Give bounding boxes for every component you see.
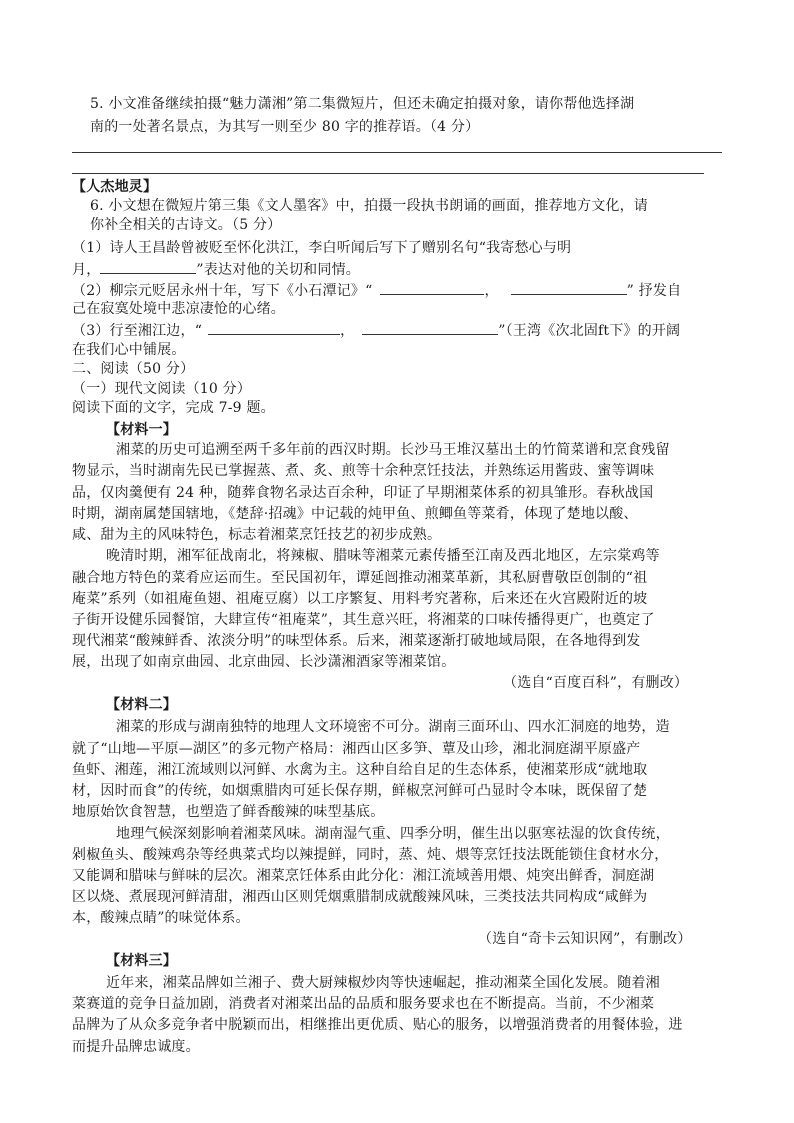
q6-line2: 你补全相关的古诗文。（5 分） [90,217,282,233]
material-2-title: 【材料二】 [106,697,177,713]
material-2-line: 地理气候深刻影响着湘菜风味。湖南湿气重、四季分明，催生出以驱寒祛湿的饮食传统， [116,826,670,842]
fill-blank-3[interactable] [511,280,627,295]
fill-blank-2[interactable] [380,280,484,295]
answer-line-1[interactable] [72,152,722,153]
answer-line-2[interactable] [72,173,704,174]
material-1-line: 现代湘菜“酸辣鲜香、浓淡分明”的味型体系。后来，湘菜逐渐打破地域局限，在各地得到发 [72,633,641,649]
material-1-line: 晚清时期，湘军征战南北，将辣椒、腊味等湘菜元素传播至江南及西北地区，左宗棠鸡等 [106,548,660,564]
q5-line2: 南的一处著名景点，为其写一则至少 80 字的推荐语。（4 分） [90,119,480,135]
material-1-line: 庵菜”系列（如祖庵鱼翅、祖庵豆腐）以工序繁复、用料考究著称，后来还在火宫殿附近的坡 [72,591,648,607]
material-3-title: 【材料三】 [106,953,177,969]
material-2-line: 地原始饮食智慧，也塑造了鲜香酸辣的味型基底。 [72,804,385,820]
q6-item3-line1 [72,320,680,341]
q6-item3-pre: （3）行至湘江边，“ [72,323,203,339]
q6-item2-pre: （2）柳宗元贬居永州十年，写下《小石潭记》“ [72,283,373,299]
material-2-line: 又能调和腊味与鲜味的层次。湘菜烹饪体系由此分化：湘江流域善用煨、炖突出鲜香，洞庭湖 [72,868,655,884]
material-2-line: 材，因时而食”的传统，如烟熏腊肉可延长保存期，鲜椒烹河鲜可凸显时令本味，既保留了楚 [72,783,648,799]
material-2-source: （选自“奇卡云知识网”，有删改） [478,931,692,947]
material-1-line: 展，出现了如南京曲园、北京曲园、长沙潇湘酒家等湘菜馆。 [72,654,456,670]
q6-item2-post: ” 抒发自 [626,283,682,299]
fill-blank-4[interactable] [208,320,340,335]
material-2-line: 本，酸辣点睛”的味觉体系。 [72,910,250,926]
q6-item3-post: ”（王湾《次北固ft下》的开阔 [498,323,681,339]
material-3-line: 品牌为了从众多竞争者中脱颖而出，相继推出更优质、贴心的服务，以增强消费者的用餐体验，进 [72,1017,683,1033]
material-1-line: 物显示，当时湖南先民已掌握蒸、煮、炙、煎等十余种烹饪技法，并熟练运用酱豉、蜜等调味 [72,463,655,479]
q6-item1-post: ”表达对他的关切和同情。 [196,262,360,278]
material-3-line: 而提升品牌忠诚度。 [72,1039,200,1055]
material-1-title: 【材料一】 [106,422,177,438]
material-2-line: 鱼虾、湘莲，湘江流域则以河鲜、水禽为主。这种自给自足的生态体系，使湘菜形成“就地取 [72,762,648,778]
material-1-line: 品，仅肉羹便有 24 种，随葬食物名录达百余种，印证了早期湘菜体系的初具雏形。春秋战国 [72,485,654,501]
q6-item3-line2: 在我们心中铺展。 [72,342,186,358]
section-renjie-dilin: 【人杰地灵】 [72,179,158,195]
material-2-line: 就了“山地—平原—湖区”的多元物产格局：湘西山区多笋、蕈及山珍，湘北洞庭湖平原盛产 [72,741,641,757]
q6-item3-mid: ， [340,323,355,339]
material-1-source: （选自“百度百科”，有删改） [503,675,689,691]
material-1-line: 湘菜的历史可追溯至两千多年前的西汉时期。长沙马王堆汉墓出土的竹简菜谱和烹食残留 [116,442,670,458]
subsection-1-title: （一）现代文阅读（10 分） [72,381,252,397]
q6-item2-line1 [72,280,681,301]
q6-item1-pre: 月， [72,262,101,278]
reading-instruction: 阅读下面的文字，完成 7-9 题。 [72,400,275,416]
material-1-line: 咸、甜为主的风味特色，标志着湘菜烹饪技艺的初步成熟。 [72,527,442,543]
q6-item1-line1: （1）诗人王昌龄曾被贬至怀化洪江，李白听闻后写下了赠别名句“我寄愁心与明 [72,240,572,256]
q5-line1: 5. 小文准备继续拍摄“魅力潇湘”第二集微短片，但还未确定拍摄对象，请你帮他选择湖 [90,96,635,112]
q6-item2-mid: ， [484,283,499,299]
material-2-line: 湘菜的形成与湖南独特的地理人文环境密不可分。湖南三面环山、四水汇洞庭的地势，造 [116,719,670,735]
q6-line1: 6. 小文想在微短片第三集《文人墨客》中，拍摄一段执书朗诵的画面，推荐地方文化，请 [90,198,649,214]
fill-blank-1[interactable] [100,259,196,274]
material-2-line: 剁椒鱼头、酸辣鸡杂等经典菜式均以辣提鲜，同时，蒸、炖、煨等烹饪技法既能锁住食材水分， [72,847,669,863]
material-1-line: 时期，湖南属楚国辖地，《楚辞·招魂》中记载的炖甲鱼、煎鲫鱼等菜肴，体现了楚地以酸、 [72,506,638,522]
material-3-line: 菜赛道的竞争日益加剧，消费者对湘菜出品的品质和服务要求也在不断提高。当前，不少湘菜 [72,996,655,1012]
material-1-line: 融合地方特色的菜肴应运而生。至民国初年，谭延闿推动湘菜革新，其私厨曹敬臣创制的“祖 [72,570,648,586]
material-2-line: 区以烧、煮展现河鲜清甜，湘西山区则凭烟熏腊制成就酸辣风味，三类技法共同构成“咸鲜为 [72,889,648,905]
material-3-line: 近年来，湘菜品牌如兰湘子、费大厨辣椒炒肉等快速崛起，推动湘菜全国化发展。随着湘 [106,975,660,991]
material-1-line: 子街开设健乐园餐馆，大肆宣传“祖庵菜”，其生意兴旺，将湘菜的口味传播得更广，也奠定了 [72,612,655,628]
fill-blank-5[interactable] [362,320,498,335]
q6-item1-line2 [72,259,360,280]
q6-item2-line2: 己在寂寞处境中悲凉凄怆的心绪。 [72,301,285,317]
section-2-title: 二、阅读（50 分） [72,361,195,377]
